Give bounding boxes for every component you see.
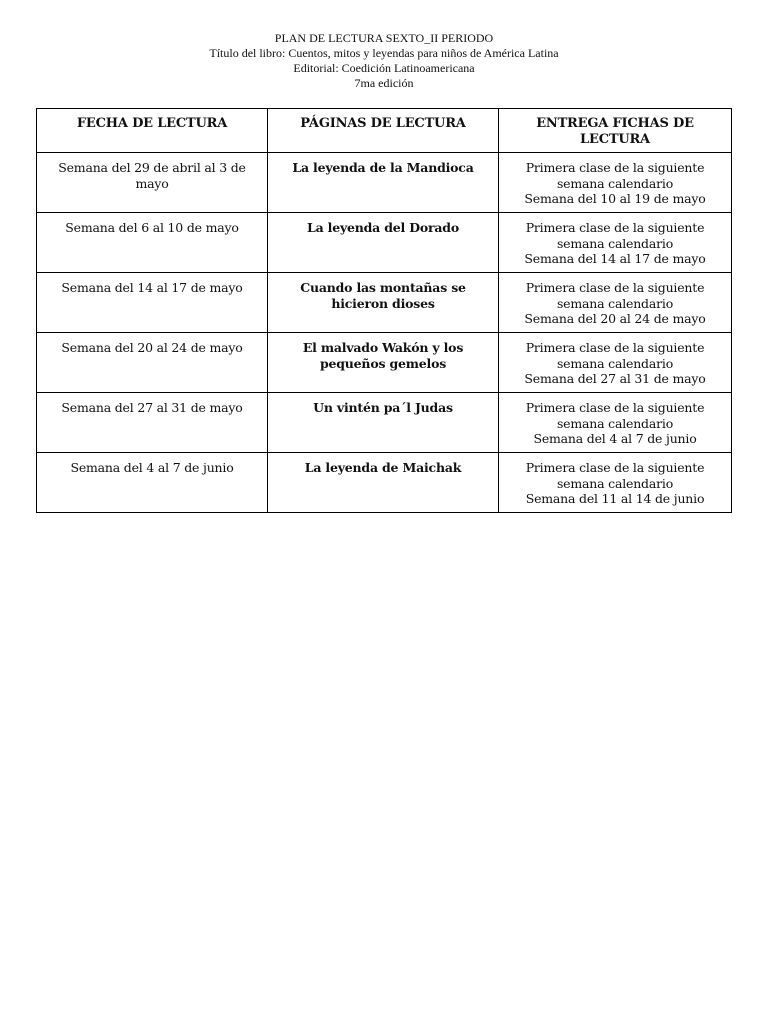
plan-title: PLAN DE LECTURA SEXTO_II PERIODO xyxy=(274,31,494,45)
table-row xyxy=(37,273,732,333)
delivery-note: Primera clase de la siguiente semana calendario xyxy=(525,280,705,311)
cell-date: Semana del 14 al 17 de mayo xyxy=(37,273,268,333)
delivery-week: Semana del 4 al 7 de junio xyxy=(533,431,697,446)
cell-delivery xyxy=(499,453,732,513)
cell-delivery xyxy=(499,333,732,393)
cell-delivery xyxy=(499,153,732,213)
cell-pages: Cuando las montañas se hicieron dioses xyxy=(268,273,499,333)
book-title: Título del libro: Cuentos, mitos y leyendas para niños de América Latina xyxy=(209,46,559,60)
delivery-week: Semana del 14 al 17 de mayo xyxy=(524,251,706,266)
cell-pages: La leyenda del Dorado xyxy=(268,213,499,273)
delivery-note: Primera clase de la siguiente semana calendario xyxy=(525,400,705,431)
delivery-week: Semana del 27 al 31 de mayo xyxy=(524,371,706,386)
delivery-note: Primera clase de la siguiente semana calendario xyxy=(525,160,705,191)
cell-delivery xyxy=(499,393,732,453)
delivery-note: Primera clase de la siguiente semana calendario xyxy=(525,340,705,371)
cell-delivery xyxy=(499,213,732,273)
publisher: Editorial: Coedición Latinoamericana xyxy=(293,61,475,75)
cell-pages: La leyenda de la Mandioca xyxy=(268,153,499,213)
cell-delivery xyxy=(499,273,732,333)
delivery-week: Semana del 10 al 19 de mayo xyxy=(524,191,706,206)
delivery-week: Semana del 11 al 14 de junio xyxy=(525,491,705,506)
cell-date: Semana del 27 al 31 de mayo xyxy=(37,393,268,453)
column-header-pages: PÁGINAS DE LECTURA xyxy=(268,109,499,153)
cell-date: Semana del 29 de abril al 3 de mayo xyxy=(37,153,268,213)
delivery-note: Primera clase de la siguiente semana calendario xyxy=(525,220,705,251)
table-row xyxy=(37,333,732,393)
delivery-note: Primera clase de la siguiente semana calendario xyxy=(525,460,705,491)
cell-date: Semana del 4 al 7 de junio xyxy=(37,453,268,513)
edition: 7ma edición xyxy=(354,76,414,90)
table-row xyxy=(37,453,732,513)
cell-date: Semana del 6 al 10 de mayo xyxy=(37,213,268,273)
reading-plan-table xyxy=(36,108,732,513)
table-row xyxy=(37,393,732,453)
delivery-week: Semana del 20 al 24 de mayo xyxy=(524,311,706,326)
cell-date: Semana del 20 al 24 de mayo xyxy=(37,333,268,393)
document-header xyxy=(0,31,768,91)
column-header-delivery: ENTREGA FICHAS DE LECTURA xyxy=(499,109,732,153)
table-row xyxy=(37,213,732,273)
cell-pages: La leyenda de Maichak xyxy=(268,453,499,513)
cell-pages: El malvado Wakón y los pequeños gemelos xyxy=(268,333,499,393)
column-header-date: FECHA DE LECTURA xyxy=(37,109,268,153)
table-header-row xyxy=(37,109,732,153)
cell-pages: Un vintén pa´l Judas xyxy=(268,393,499,453)
table-row xyxy=(37,153,732,213)
